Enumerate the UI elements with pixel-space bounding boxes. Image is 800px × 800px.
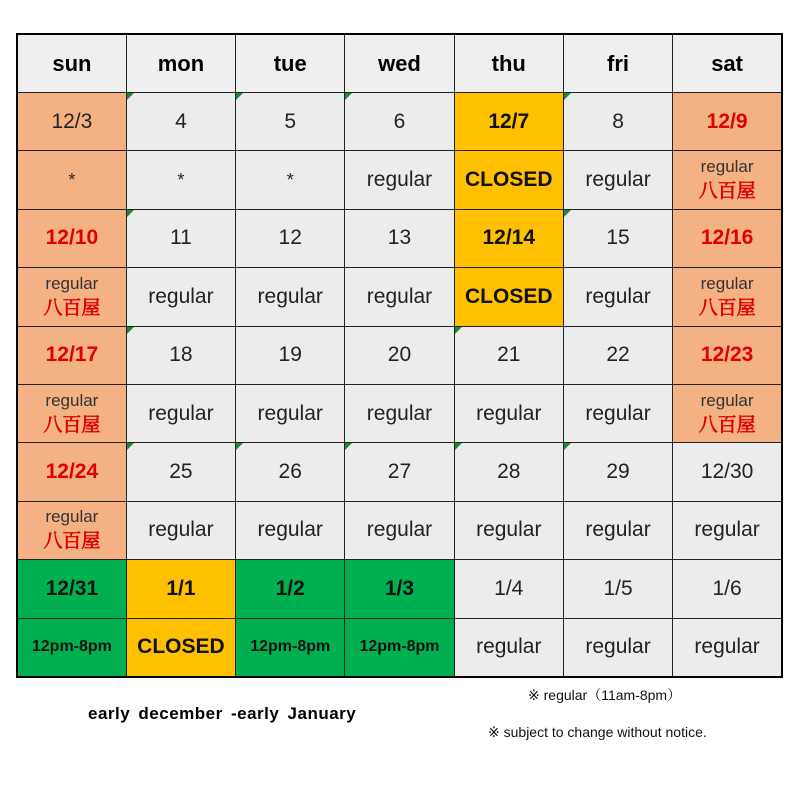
- date-cell: 18: [126, 326, 235, 384]
- weekday-header-mon: mon: [126, 34, 235, 93]
- regular-label: regular: [45, 390, 99, 410]
- date-cell: 15: [563, 209, 672, 267]
- calendar-body: [17, 93, 782, 678]
- date-cell: 29: [563, 443, 672, 501]
- date-cell: 5: [236, 93, 345, 151]
- date-cell: 12/9: [673, 93, 782, 151]
- date-cell: 12/10: [17, 209, 126, 267]
- status-cell: CLOSED: [126, 618, 235, 677]
- status-cell: regular: [345, 151, 454, 209]
- status-cell: [17, 501, 126, 559]
- date-cell: 25: [126, 443, 235, 501]
- change-notice: ※ subject to change without notice.: [488, 724, 707, 740]
- date-cell: 12: [236, 209, 345, 267]
- yaoya-label: 八百屋: [43, 414, 101, 436]
- date-cell: 4: [126, 93, 235, 151]
- date-cell: 1/1: [126, 560, 235, 618]
- date-row: [17, 93, 782, 151]
- date-cell: 28: [454, 443, 563, 501]
- yaoya-label: 八百屋: [698, 414, 756, 436]
- status-cell: regular: [563, 268, 672, 326]
- regular-hours-note: ※ regular（11am-8pm）: [528, 687, 682, 703]
- date-cell: 1/6: [673, 560, 782, 618]
- status-cell: [673, 151, 782, 209]
- date-cell: 12/30: [673, 443, 782, 501]
- status-cell: regular: [454, 384, 563, 442]
- weekday-header-wed: wed: [345, 34, 454, 93]
- weekday-header-sat: sat: [673, 34, 782, 93]
- date-cell: 12/24: [17, 443, 126, 501]
- status-cell: regular: [126, 268, 235, 326]
- yaoya-label: 八百屋: [43, 531, 101, 553]
- schedule-calendar: [16, 33, 783, 678]
- date-cell: 12/16: [673, 209, 782, 267]
- status-cell: regular: [236, 384, 345, 442]
- date-cell: 8: [563, 93, 672, 151]
- weekday-header-fri: fri: [563, 34, 672, 93]
- date-cell: 20: [345, 326, 454, 384]
- yaoya-label: 八百屋: [698, 297, 756, 319]
- hours-row: [17, 501, 782, 559]
- status-cell: regular: [126, 501, 235, 559]
- regular-label: regular: [700, 390, 754, 410]
- status-cell: *: [126, 151, 235, 209]
- weekday-header-row: [17, 34, 782, 93]
- date-row: [17, 443, 782, 501]
- date-cell: 12/17: [17, 326, 126, 384]
- status-cell: [17, 384, 126, 442]
- regular-label: regular: [700, 273, 754, 293]
- date-cell: 12/7: [454, 93, 563, 151]
- status-cell: 12pm-8pm: [17, 618, 126, 677]
- status-cell: regular: [673, 501, 782, 559]
- date-cell: 1/5: [563, 560, 672, 618]
- status-cell: CLOSED: [454, 151, 563, 209]
- status-cell: regular: [345, 501, 454, 559]
- status-cell: *: [17, 151, 126, 209]
- status-cell: regular: [236, 501, 345, 559]
- status-cell: regular: [236, 268, 345, 326]
- date-cell: 11: [126, 209, 235, 267]
- hours-row: [17, 384, 782, 442]
- calendar-title: early december -early January: [88, 704, 357, 723]
- date-cell: 12/23: [673, 326, 782, 384]
- status-cell: regular: [345, 268, 454, 326]
- date-cell: 26: [236, 443, 345, 501]
- status-cell: *: [236, 151, 345, 209]
- status-cell: regular: [563, 384, 672, 442]
- status-cell: 12pm-8pm: [345, 618, 454, 677]
- status-cell: regular: [454, 618, 563, 677]
- date-cell: 6: [345, 93, 454, 151]
- status-cell: [673, 268, 782, 326]
- weekday-header-thu: thu: [454, 34, 563, 93]
- date-cell: 27: [345, 443, 454, 501]
- date-cell: 19: [236, 326, 345, 384]
- regular-label: regular: [45, 273, 99, 293]
- calendar-header: [17, 34, 782, 93]
- status-cell: [673, 384, 782, 442]
- yaoya-label: 八百屋: [698, 181, 756, 203]
- hours-row: [17, 151, 782, 209]
- status-cell: regular: [126, 384, 235, 442]
- date-cell: 22: [563, 326, 672, 384]
- status-cell: regular: [563, 618, 672, 677]
- date-row: [17, 560, 782, 618]
- date-cell: 1/4: [454, 560, 563, 618]
- date-cell: 12/3: [17, 93, 126, 151]
- regular-label: regular: [45, 507, 99, 527]
- status-cell: regular: [345, 384, 454, 442]
- status-cell: regular: [563, 151, 672, 209]
- weekday-header-sun: sun: [17, 34, 126, 93]
- date-cell: 12/31: [17, 560, 126, 618]
- status-cell: regular: [454, 501, 563, 559]
- yaoya-label: 八百屋: [43, 297, 101, 319]
- date-cell: 12/14: [454, 209, 563, 267]
- hours-row: [17, 618, 782, 677]
- date-cell: 13: [345, 209, 454, 267]
- regular-label: regular: [700, 157, 754, 177]
- date-row: [17, 209, 782, 267]
- status-cell: [17, 268, 126, 326]
- status-cell: regular: [563, 501, 672, 559]
- date-cell: 21: [454, 326, 563, 384]
- weekday-header-tue: tue: [236, 34, 345, 93]
- date-row: [17, 326, 782, 384]
- hours-row: [17, 268, 782, 326]
- date-cell: 1/2: [236, 560, 345, 618]
- status-cell: CLOSED: [454, 268, 563, 326]
- status-cell: 12pm-8pm: [236, 618, 345, 677]
- date-cell: 1/3: [345, 560, 454, 618]
- status-cell: regular: [673, 618, 782, 677]
